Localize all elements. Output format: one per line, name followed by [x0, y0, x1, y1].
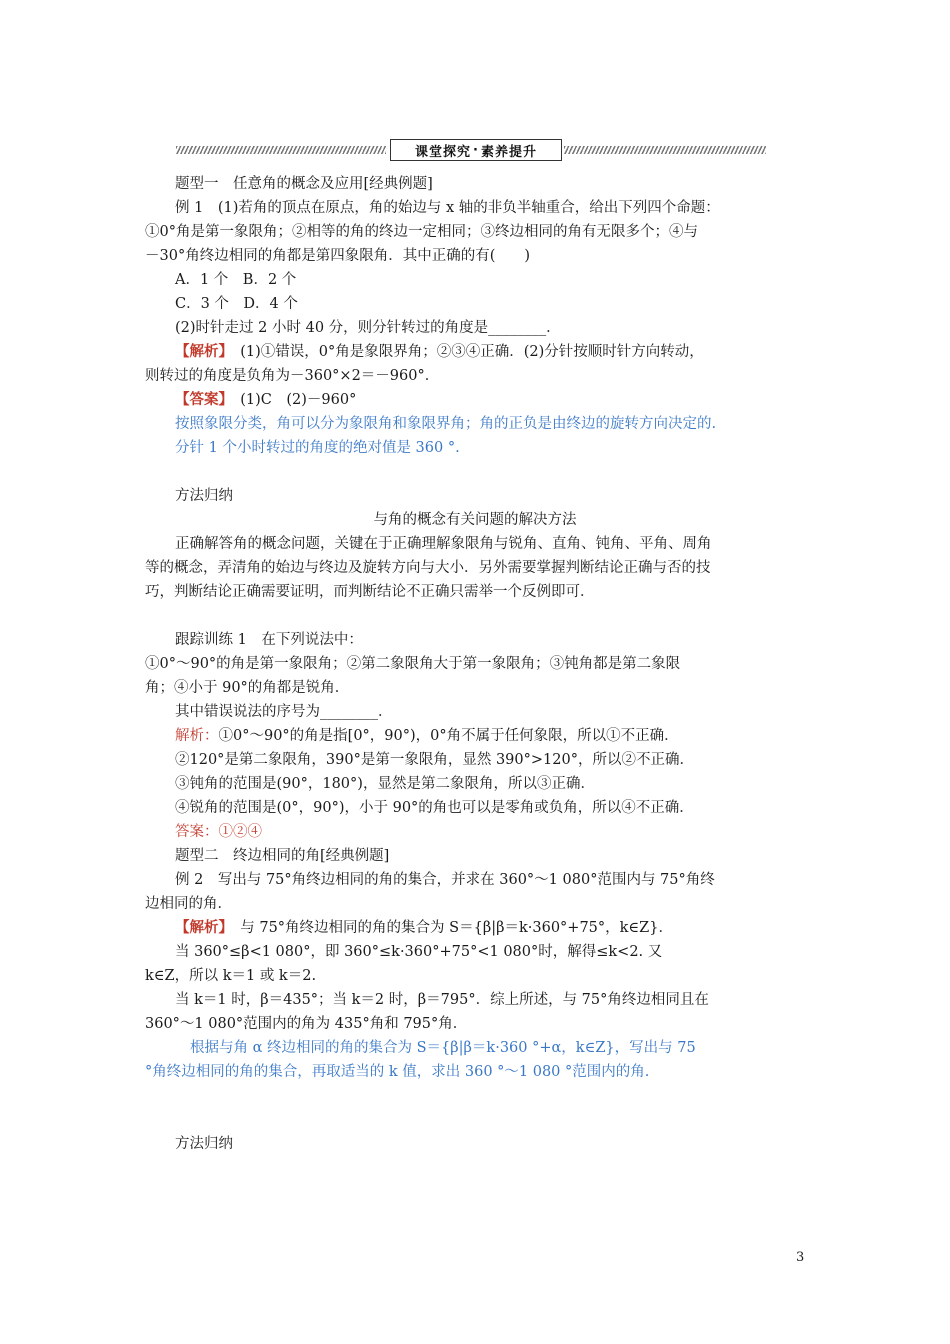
- practice-answer: 答案：①②④: [175, 824, 262, 840]
- banner-dot: ·: [473, 142, 479, 158]
- practice-analysis-3: ③钝角的范围是(90°，180°)，显然是第二象限角，所以③正确．: [175, 776, 595, 792]
- practice-analysis-4: ④锐角的范围是(0°，90°)，小于 90°的角也可以是零角或负角，所以④不正确．: [175, 800, 694, 816]
- analysis-2-text: 与 75°角终边相同的角的集合为 S＝{β|β＝k·360°+75°，k∈Z}．: [225, 920, 673, 936]
- banner-stripe-left: [176, 146, 386, 154]
- analysis-2-line-2: 当 360°≤β<1 080°，即 360°≤k·360°+75°<1 080°时，解得≤k<2. 又: [175, 944, 663, 960]
- document-body: [145, 172, 805, 1156]
- example-1-part2: (2)时针走过 2 小时 40 分，则分针转过的角度是________．: [175, 320, 561, 336]
- banner-right-text: 素养提升: [480, 144, 537, 160]
- practice-1-statements-cont: 角；④小于 90°的角都是锐角．: [145, 680, 350, 696]
- practice-analysis-1: [145, 724, 805, 748]
- section-heading-1: 题型一 任意角的概念及应用[经典例题]: [175, 176, 433, 192]
- method-summary-heading-2: 方法归纳: [175, 1136, 233, 1152]
- note-2: 分针 1 个小时转过的角度的绝对值是 360 °.: [175, 440, 460, 456]
- banner-label-box: [390, 139, 562, 161]
- practice-1-heading: 跟踪训练 1 在下列说法中：: [175, 632, 363, 648]
- example-1-question: －30°角终边相同的角都是第四象限角．其中正确的有( ): [145, 248, 531, 264]
- method-text-2: 等的概念，弄清角的始边与终边及旋转方向与大小．另外需要掌握判断结论正确与否的技: [145, 560, 711, 576]
- note-3: 根据与角 α 终边相同的角的集合为 S＝{β|β＝k·360 °+α，k∈Z}，写出与 75: [190, 1040, 696, 1056]
- analysis-2: [145, 916, 805, 940]
- note-4: °角终边相同的角的集合，再取适当的 k 值，求出 360 °～1 080 °范围内的角.: [145, 1064, 650, 1080]
- banner-stripe-right: [564, 146, 766, 154]
- answer-1-text: (1)C (2)－960°: [225, 392, 357, 408]
- method-text-3: 巧，判断结论正确需要证明，而判断结论不正确只需举一个反例即可．: [145, 584, 595, 600]
- note-1: 按照象限分类，角可以分为象限角和象限界角；角的正负是由终边的旋转方向决定的.: [175, 416, 717, 432]
- banner-left-text: 课堂探究: [415, 144, 472, 160]
- option-cd: C．3 个 D．4 个: [175, 296, 298, 312]
- answer-tag: 【答案】: [175, 391, 226, 408]
- section-heading-2: 题型二 终边相同的角[经典例题]: [175, 848, 390, 864]
- method-text-1: 正确解答角的概念问题，关键在于正确理解象限角与锐角、直角、钝角、平角、周角: [175, 536, 712, 552]
- practice-analysis-1-text: ①0°～90°的角是指[0°，90°)，0°角不属于任何象限，所以①不正确．: [218, 728, 679, 744]
- answer-1: [145, 388, 805, 412]
- practice-1-statements: ①0°～90°的角是第一象限角；②第二象限角大于第一象限角；③钝角都是第二象限: [145, 656, 681, 672]
- analysis-tag: 【解析】: [175, 343, 226, 360]
- section-banner: [176, 139, 766, 161]
- practice-1-question: 其中错误说法的序号为________．: [175, 704, 393, 720]
- analysis-1-cont: 则转过的角度是负角为－360°×2＝－960°．: [145, 368, 440, 384]
- method-summary-heading: 方法归纳: [175, 488, 233, 504]
- practice-analysis-tag: 解析：: [175, 728, 219, 744]
- option-ab: A．1 个 B．2 个: [175, 272, 297, 288]
- practice-analysis-2: ②120°是第二象限角，390°是第一象限角，显然 390°>120°，所以②不正确．: [175, 752, 694, 768]
- analysis-2-line-3: k∈Z，所以 k＝1 或 k＝2.: [145, 968, 317, 984]
- analysis-1-text: (1)①错误，0°角是象限界角；②③④正确．(2)分针按顺时针方向转动，: [225, 344, 704, 360]
- method-title: 与角的概念有关问题的解决方法: [373, 512, 577, 528]
- page-number: 3: [796, 1250, 805, 1265]
- analysis-2-line-4: 当 k＝1 时，β＝435°；当 k＝2 时，β＝795°．综上所述，与 75°角终边相同且在: [175, 992, 709, 1008]
- analysis-2-tag: 【解析】: [175, 919, 226, 936]
- example-1-stem: 例 1 (1)若角的顶点在原点，角的始边与 x 轴的非负半轴重合，给出下列四个命题：: [175, 200, 720, 216]
- analysis-2-line-5: 360°～1 080°范围内的角为 435°角和 795°角．: [145, 1016, 468, 1032]
- analysis-1: [145, 340, 805, 364]
- example-2-stem: 例 2 写出与 75°角终边相同的角的集合，并求在 360°～1 080°范围内与 75°角终: [175, 872, 715, 888]
- example-2-stem-cont: 边相同的角．: [145, 896, 232, 912]
- example-1-propositions: ①0°角是第一象限角；②相等的角的终边一定相同；③终边相同的角有无限多个；④与: [145, 224, 698, 240]
